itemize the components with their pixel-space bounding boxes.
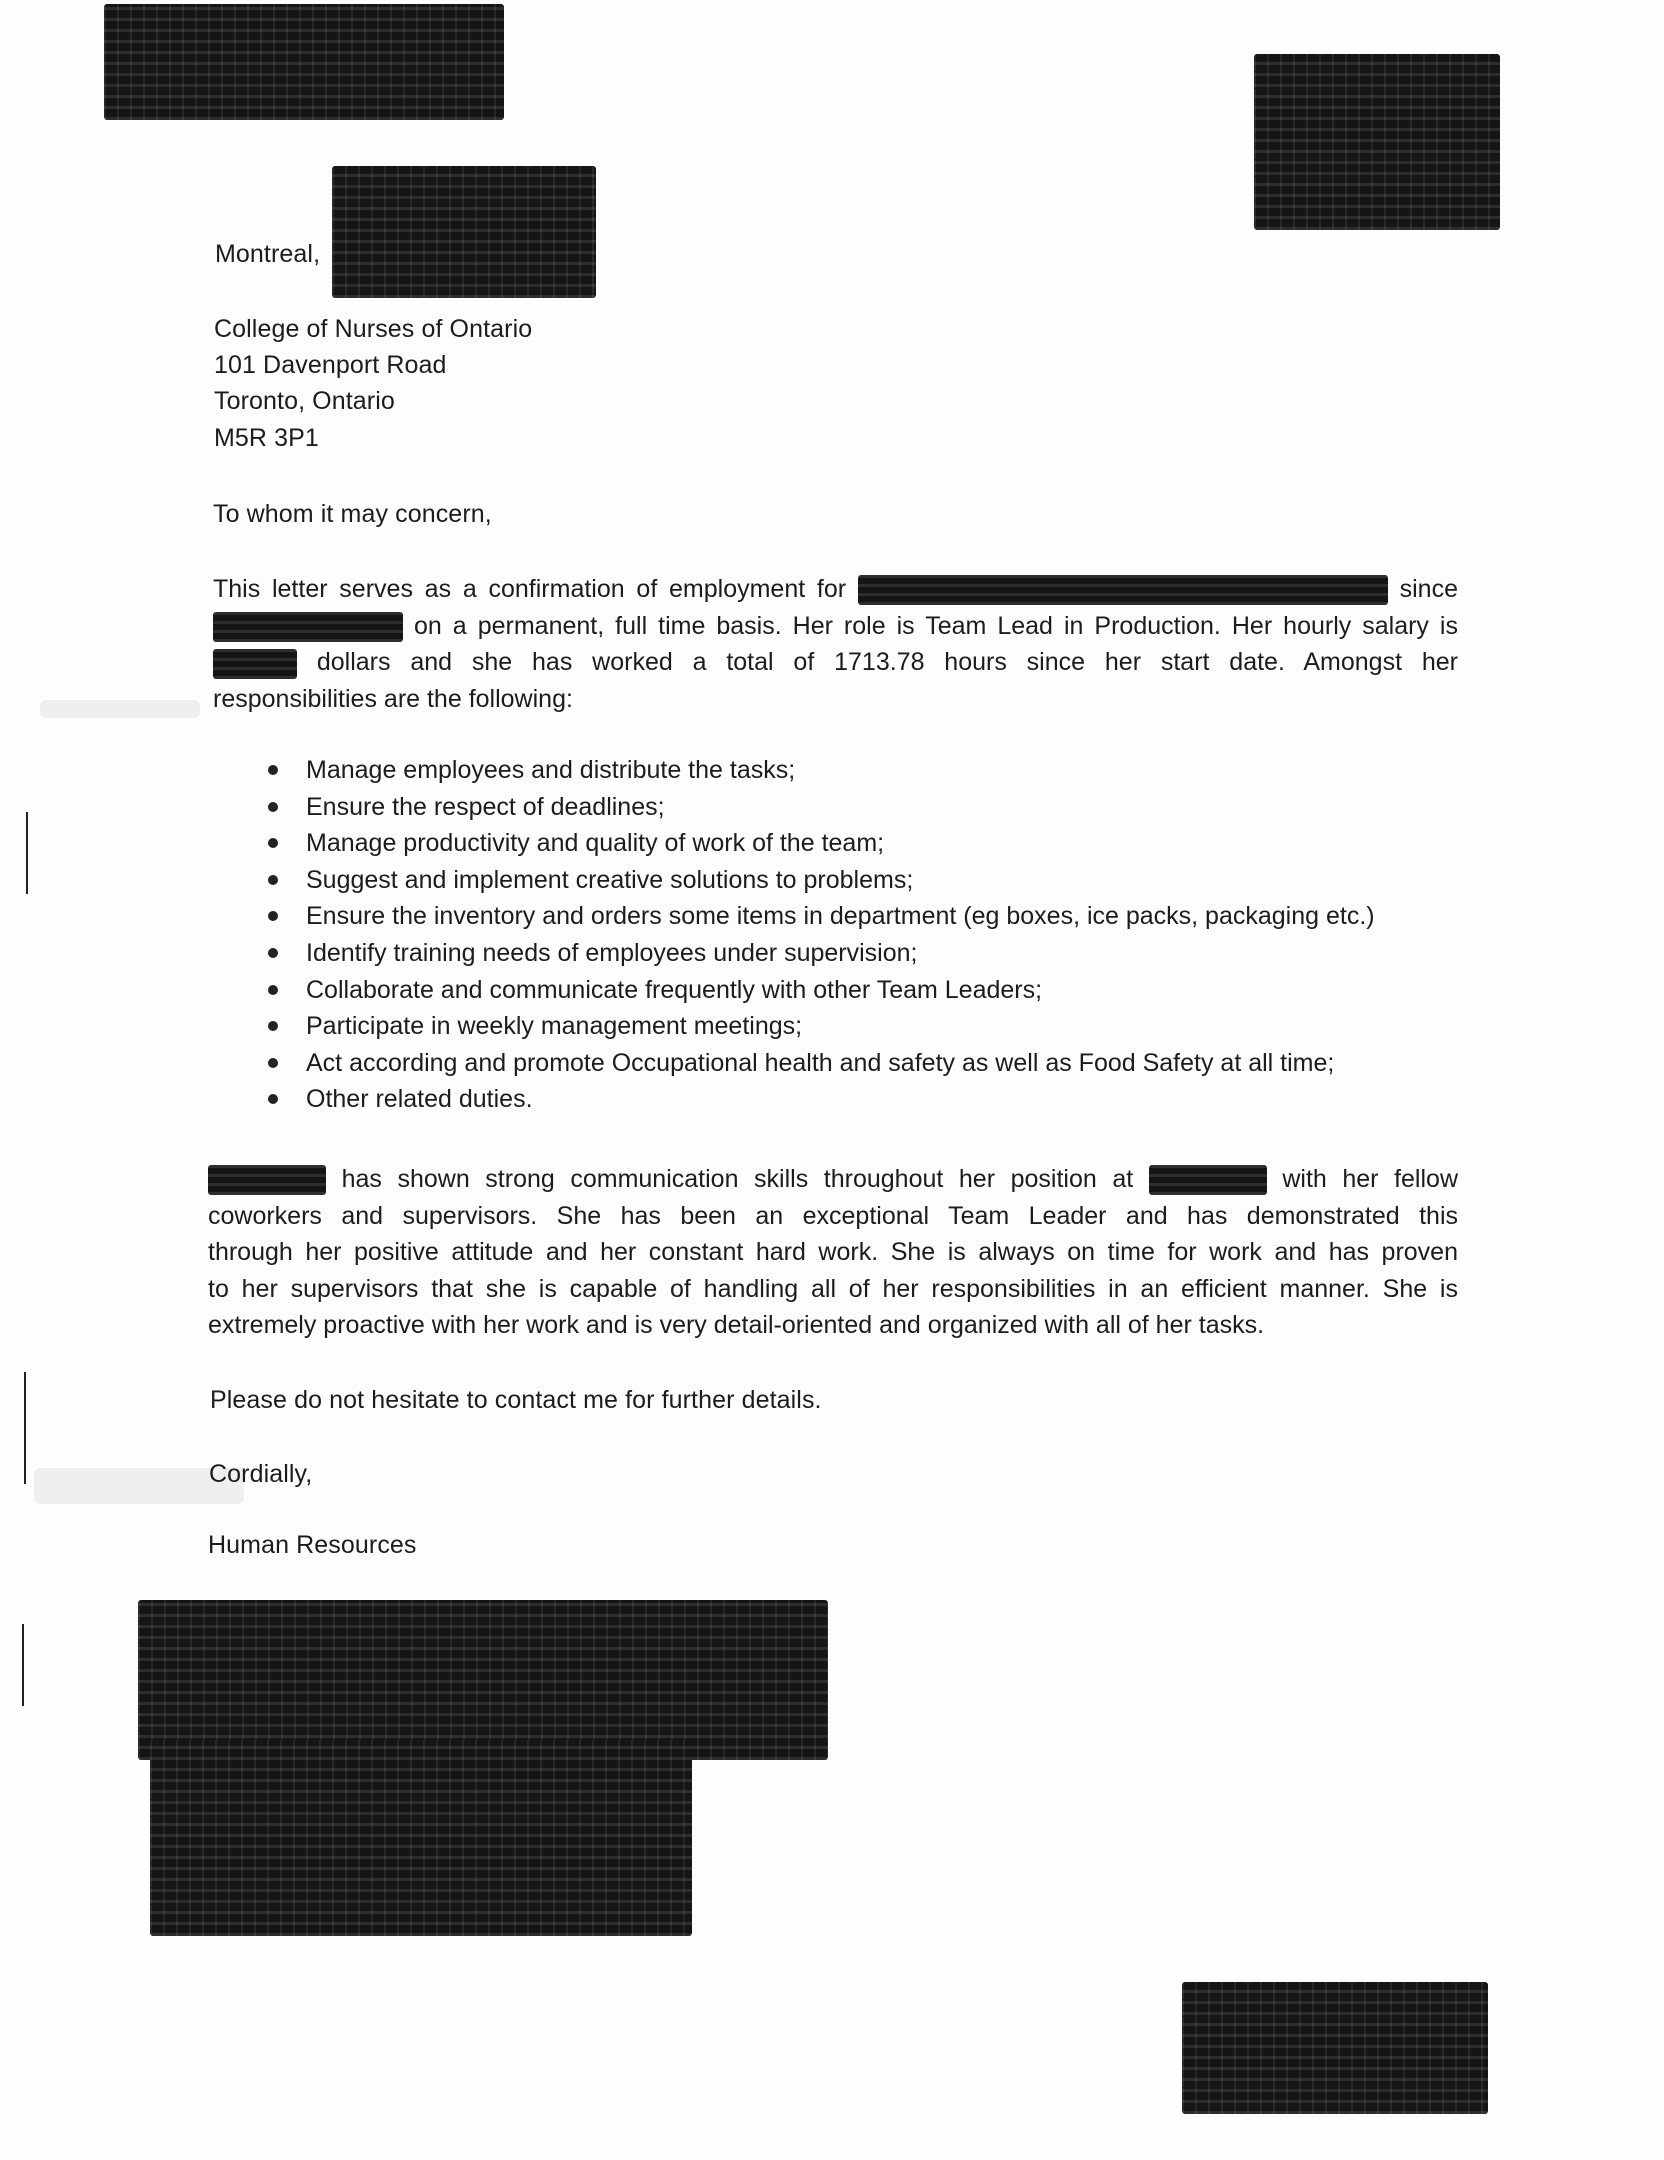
bullet-icon [268, 985, 278, 995]
redacted-letterhead [104, 4, 504, 120]
bullet-icon [268, 875, 278, 885]
skills-text: has shown strong communication skills throughout her position at [341, 1165, 1134, 1193]
duty-item: Ensure the inventory and orders some items in department (eg boxes, ice packs, packaging etc.) [268, 898, 1375, 935]
hours-text: dollars and she has worked a total of 1713.78 hours since her start date. Amongst her [316, 648, 1458, 677]
paragraph-line [213, 571, 1458, 608]
bullet-icon [268, 765, 278, 775]
signoff: Cordially, [209, 1460, 313, 1488]
duty-item: Act according and promote Occupational health and safety as well as Food Safety at all time; [268, 1045, 1375, 1082]
paragraph-line [213, 608, 1458, 645]
duty-item: Identify training needs of employees under supervision; [268, 935, 1375, 972]
bullet-icon [268, 911, 278, 921]
scan-mark [24, 1372, 26, 1484]
employment-intro-text: This letter serves as a confirmation of employment for [213, 575, 847, 603]
closing-note: Please do not hesitate to contact me for further details. [210, 1386, 822, 1414]
sender-department: Human Resources [208, 1531, 417, 1559]
paragraph-line: to her supervisors that she is capable of handling all of her responsibilities in an efficient manner. She is [208, 1274, 1458, 1303]
duty-item: Collaborate and communicate frequently with other Team Leaders; [268, 972, 1375, 1009]
role-text: on a permanent, full time basis. Her role is Team Lead in Production. Her hourly salary is [414, 611, 1458, 640]
duty-item: Participate in weekly management meetings; [268, 1008, 1375, 1045]
bullet-icon [268, 838, 278, 848]
scan-smudge [40, 700, 200, 718]
bullet-icon [268, 802, 278, 812]
scan-mark [22, 1624, 24, 1706]
redacted-signature-block [138, 1600, 828, 1760]
paragraph-line: responsibilities are the following: [213, 684, 573, 713]
place-line: Montreal, [215, 240, 321, 268]
redacted-employee-name [858, 575, 1388, 605]
paragraph-line: through her positive attitude and her constant hard work. She is always on time for work and has proven [208, 1238, 1458, 1267]
recipient-postal-code: M5R 3P1 [214, 424, 319, 452]
employment-paragraph [213, 571, 1458, 717]
duty-item: Other related duties. [268, 1081, 1375, 1118]
salutation: To whom it may concern, [213, 500, 492, 528]
bullet-icon [268, 1021, 278, 1031]
paragraph-line [213, 644, 1458, 681]
redacted-bottom-stamp [1182, 1982, 1488, 2114]
recipient-org: College of Nurses of Ontario [214, 315, 533, 343]
since-text: since [1399, 575, 1458, 603]
bullet-icon [268, 1094, 278, 1104]
redacted-corner-stamp [1254, 54, 1500, 230]
redacted-employee-first-name [208, 1165, 326, 1195]
duty-item: Manage productivity and quality of work of the team; [268, 825, 1375, 862]
recipient-street: 101 Davenport Road [214, 351, 447, 379]
redacted-date [332, 166, 596, 298]
scan-mark [26, 812, 28, 894]
paragraph-line: extremely proactive with her work and is very detail-oriented and organized with all of her tasks. [208, 1311, 1265, 1340]
redacted-signature-block-lower [150, 1740, 692, 1936]
fellow-text: with her fellow [1282, 1165, 1458, 1193]
duties-list [268, 752, 1375, 1118]
duty-item: Ensure the respect of deadlines; [268, 789, 1375, 826]
duty-item: Suggest and implement creative solutions to problems; [268, 862, 1375, 899]
performance-paragraph [208, 1161, 1458, 1344]
redacted-salary [213, 649, 297, 679]
duty-item: Manage employees and distribute the tasks; [268, 752, 1375, 789]
paragraph-line [208, 1161, 1458, 1198]
recipient-city: Toronto, Ontario [214, 387, 395, 415]
redacted-company-name [1149, 1165, 1267, 1195]
redacted-start-date [213, 612, 403, 642]
bullet-icon [268, 948, 278, 958]
bullet-icon [268, 1058, 278, 1068]
paragraph-line: coworkers and supervisors. She has been an exceptional Team Leader and has demonstrated this [208, 1201, 1458, 1230]
